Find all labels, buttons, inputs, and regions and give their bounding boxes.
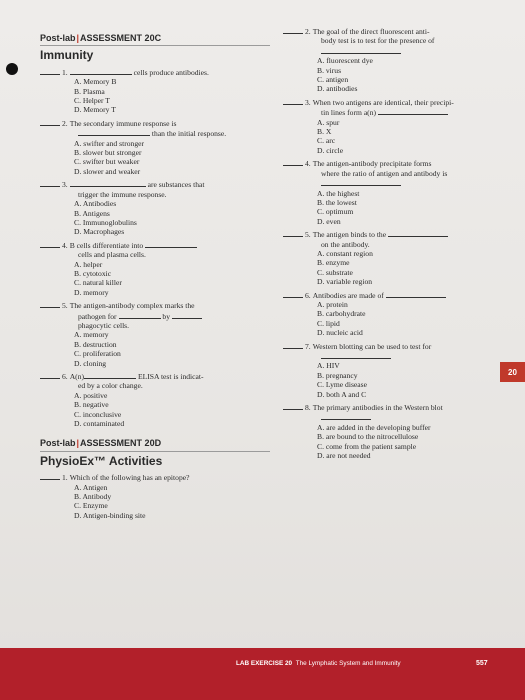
fill-blank[interactable] bbox=[70, 67, 132, 75]
fill-blank[interactable] bbox=[84, 371, 136, 379]
fill-blank[interactable] bbox=[172, 311, 202, 319]
footer-band bbox=[0, 648, 525, 700]
divider bbox=[40, 43, 270, 46]
answer-blank[interactable] bbox=[40, 67, 60, 75]
question-r5: 5. The antigen binds to the on the antibody. A. constant region B. enzyme C. substrate D. variable region bbox=[283, 229, 483, 286]
answer-blank[interactable] bbox=[283, 290, 303, 298]
fill-blank[interactable] bbox=[70, 179, 146, 187]
answer-blank[interactable] bbox=[283, 341, 303, 349]
assessment-20d-header: Post-lab|ASSESSMENT 20D bbox=[40, 438, 162, 449]
assessment-20c-header: Post-lab|ASSESSMENT 20C bbox=[40, 33, 162, 43]
left-column bbox=[40, 34, 270, 523]
question-r8: 8. The primary antibodies in the Western blot A. are added in the developing buffer B. are bound to the nitrocellulose C. come from the patient sample D. are not needed bbox=[283, 402, 483, 460]
fill-blank[interactable] bbox=[78, 128, 150, 136]
section-title-immunity: Immunity bbox=[40, 48, 94, 63]
answer-blank[interactable] bbox=[40, 179, 60, 187]
answer-blank[interactable] bbox=[40, 118, 60, 126]
fill-blank[interactable] bbox=[321, 178, 401, 186]
question-6: 6. A(n) ELISA test is indicat- ed by a color change. A. positive B. negative C. inconclusive D. contaminated bbox=[40, 371, 270, 428]
answer-blank[interactable] bbox=[40, 371, 60, 379]
physioex-question-1: 1. Which of the following has an epitope? A. Antigen B. Antibody C. Enzyme D. Antigen-binding site bbox=[40, 472, 270, 520]
fill-blank[interactable] bbox=[145, 240, 197, 248]
fill-blank[interactable] bbox=[321, 412, 371, 420]
question-2: 2. The secondary immune response is than the initial response. A. swifter and stronger B. slower but stronger C. swifter but weaker D. slower and weaker bbox=[40, 118, 270, 176]
question-r2: 2. The goal of the direct fluorescent anti- body test is to test for the presence of A. fluorescent dye B. virus C. antigen D. antibodies bbox=[283, 26, 483, 94]
fill-blank[interactable] bbox=[119, 311, 161, 319]
fill-blank[interactable] bbox=[378, 107, 448, 115]
answer-blank[interactable] bbox=[283, 158, 303, 166]
page-number: 557 bbox=[476, 660, 488, 667]
fill-blank[interactable] bbox=[321, 351, 391, 359]
answer-blank[interactable] bbox=[283, 26, 303, 34]
answer-blank[interactable] bbox=[283, 97, 303, 105]
fill-blank[interactable] bbox=[321, 46, 401, 54]
section-bullet-icon bbox=[6, 63, 18, 75]
question-3: 3. are substances that trigger the immune response. A. Antibodies B. Antigens C. Immunoglobulins D. Macrophages bbox=[40, 179, 270, 236]
question-r4: 4. The antigen-antibody precipitate forms where the ratio of antigen and antibody is A. the highest B. the lowest C. optimum D. even bbox=[283, 158, 483, 226]
question-r7: 7. Western blotting can be used to test for A. HIV B. pregnancy C. Lyme disease D. both A and C bbox=[283, 341, 483, 399]
question-r6: 6. Antibodies are made of A. protein B. carbohydrate C. lipid D. nucleic acid bbox=[283, 290, 483, 338]
footer-title: LAB EXERCISE 20 The Lymphatic System and Immunity bbox=[236, 660, 401, 667]
divider bbox=[40, 449, 270, 452]
answer-blank[interactable] bbox=[40, 240, 60, 248]
answer-blank[interactable] bbox=[283, 402, 303, 410]
answer-blank[interactable] bbox=[283, 229, 303, 237]
chapter-tab: 20 bbox=[500, 362, 525, 382]
question-r3: 3. When two antigens are identical, their precipi- tin lines form a(n) A. spur B. X C. arc D. circle bbox=[283, 97, 483, 155]
question-4: 4. B cells differentiate into cells and plasma cells. A. helper B. cytotoxic C. natural killer D. memory bbox=[40, 240, 270, 297]
question-1: 1. cells produce antibodies. A. Memory B B. Plasma C. Helper T D. Memory T bbox=[40, 67, 270, 115]
section-title-physioex: PhysioEx™ Activities bbox=[40, 453, 163, 468]
answer-blank[interactable] bbox=[40, 472, 60, 480]
question-5: 5. The antigen-antibody complex marks the pathogen for by phagocytic cells. A. memory B. destruction C. proliferation D. cloning bbox=[40, 300, 270, 368]
right-column bbox=[283, 26, 483, 463]
fill-blank[interactable] bbox=[386, 290, 446, 298]
fill-blank[interactable] bbox=[388, 229, 448, 237]
answer-blank[interactable] bbox=[40, 300, 60, 308]
